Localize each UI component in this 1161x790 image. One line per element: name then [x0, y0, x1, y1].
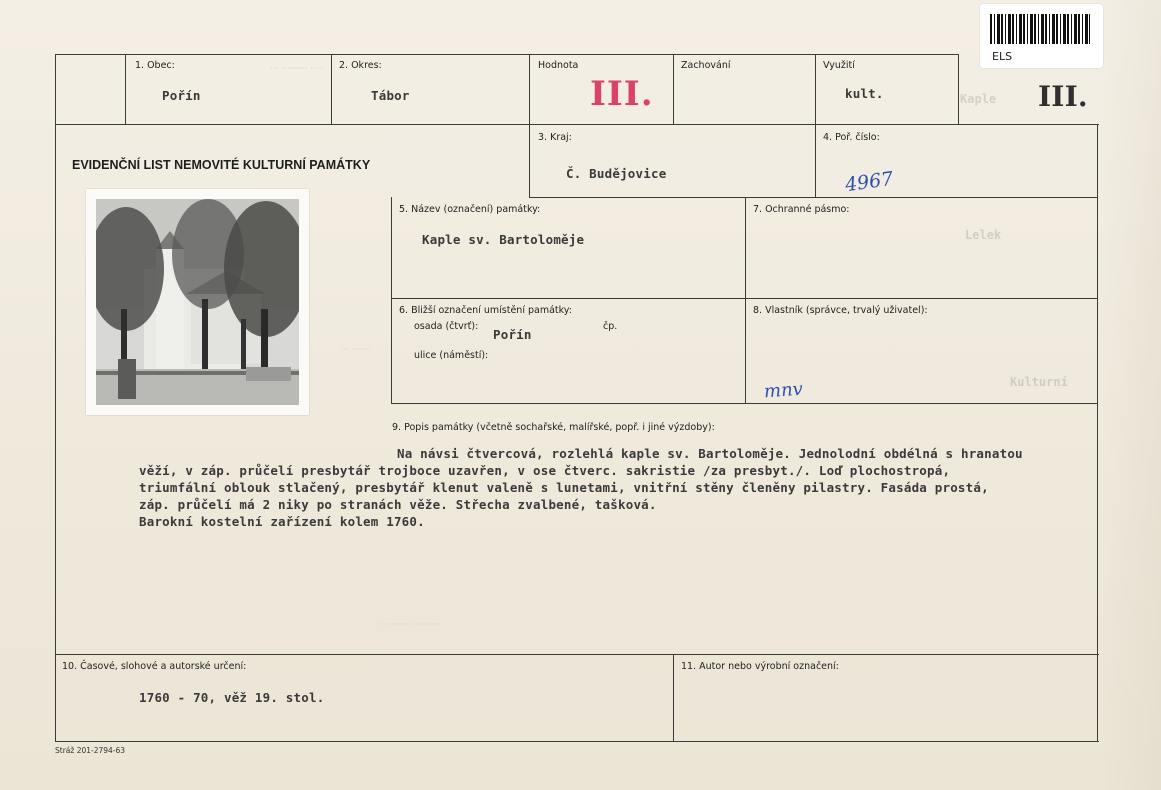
rule: [529, 197, 1098, 198]
ulice-label: ulice (náměstí):: [414, 350, 489, 361]
rule: [391, 403, 1098, 404]
urceni-label: 10. Časové, slohové a autorské určení:: [62, 661, 247, 672]
barcode-sticker: [980, 4, 1103, 68]
popis-line: věží, v záp. průčelí presbytář trojboce uzavřen, v ose čtverc. sakristie /za presbyt./. Loď plochostropá,: [139, 463, 951, 478]
barcode-code: ELS: [992, 50, 1013, 63]
rule: [815, 54, 816, 198]
obec-label: 1. Obec:: [135, 60, 175, 71]
rule: [331, 54, 332, 124]
show-through-text: Kaple: [960, 92, 997, 106]
rule: [125, 54, 126, 124]
hodnota-stamp: III.: [590, 74, 654, 114]
popis-label: 9. Popis památky (včetně sochařské, malířské, popř. i jiné výzdoby):: [392, 422, 715, 433]
osada-value: Pořín: [493, 327, 532, 342]
cislo-label: 4. Poř. číslo:: [823, 132, 880, 143]
rule: [55, 654, 1099, 655]
rule: [391, 298, 1098, 299]
obec-value: Pořín: [162, 88, 201, 103]
rule: [55, 124, 1099, 125]
osada-label: osada (čtvrť):: [414, 321, 479, 332]
show-through-text: Kulturní: [1010, 375, 1068, 389]
zachovani-label: Zachování: [681, 60, 731, 71]
show-through-text: ··· ········· ·····: [270, 64, 325, 74]
hodnota-label: Hodnota: [538, 60, 579, 71]
popis-line: záp. průčelí má 2 niky po stranách věže. Střecha zvalbené, tašková.: [139, 497, 657, 512]
vyuziti-value: kult.: [845, 86, 884, 101]
pasmo-label: 7. Ochranné pásmo:: [753, 204, 850, 215]
popis-line: Na návsi čtvercová, rozlehlá kaple sv. Bartoloměje. Jednolodní obdélná s hranatou: [397, 446, 1023, 461]
rule: [529, 54, 530, 198]
vlastnik-label: 8. Vlastník (správce, trvalý uživatel):: [753, 305, 928, 316]
rule: [391, 197, 392, 404]
umisteni-label: 6. Bližší označení umístění památky:: [399, 305, 572, 316]
popis-line: Barokní kostelní zařízení kolem 1760.: [139, 514, 425, 529]
rule: [1097, 124, 1098, 742]
rule: [673, 54, 674, 124]
show-through-text: ··· ·······: [340, 345, 372, 355]
barcode-icon: [990, 14, 1090, 44]
vlastnik-value: mnv: [763, 378, 804, 403]
cp-label: čp.: [603, 321, 618, 332]
rule: [55, 54, 56, 742]
chapel-photo: [96, 199, 299, 405]
okres-value: Tábor: [371, 88, 410, 103]
form-title: EVIDENČNÍ LIST NEMOVITÉ KULTURNÍ PAMÁTKY: [72, 158, 371, 172]
nazev-value: Kaple sv. Bartoloměje: [422, 232, 585, 247]
rule: [55, 741, 1099, 742]
cislo-value: 4967: [843, 167, 895, 197]
monument-photo: [86, 189, 309, 415]
nazev-label: 5. Název (označení) památky:: [399, 204, 541, 215]
urceni-value: 1760 - 70, věž 19. stol.: [139, 690, 325, 705]
kraj-label: 3. Kraj:: [538, 132, 572, 143]
rule: [55, 54, 959, 55]
rule: [958, 54, 959, 124]
photo-image: [96, 199, 299, 405]
popis-line: triumfální oblouk stlačený, presbytář klenut valeně s lunetami, vnitřní stěny členěny pilastry. Fasáda prostá,: [139, 480, 989, 495]
kraj-value: Č. Budějovice: [566, 166, 667, 181]
okres-label: 2. Okres:: [339, 60, 382, 71]
autor-label: 11. Autor nebo výrobní označení:: [681, 661, 839, 672]
rule: [745, 197, 746, 404]
rule: [673, 654, 674, 742]
extra-stamp: III.: [1038, 80, 1088, 113]
print-code: Stráž 201-2794-63: [55, 746, 126, 755]
show-through-text: Lelek: [965, 228, 1002, 242]
show-through-text: ·· ········ ·········: [380, 620, 441, 630]
vyuziti-label: Využití: [823, 60, 855, 71]
